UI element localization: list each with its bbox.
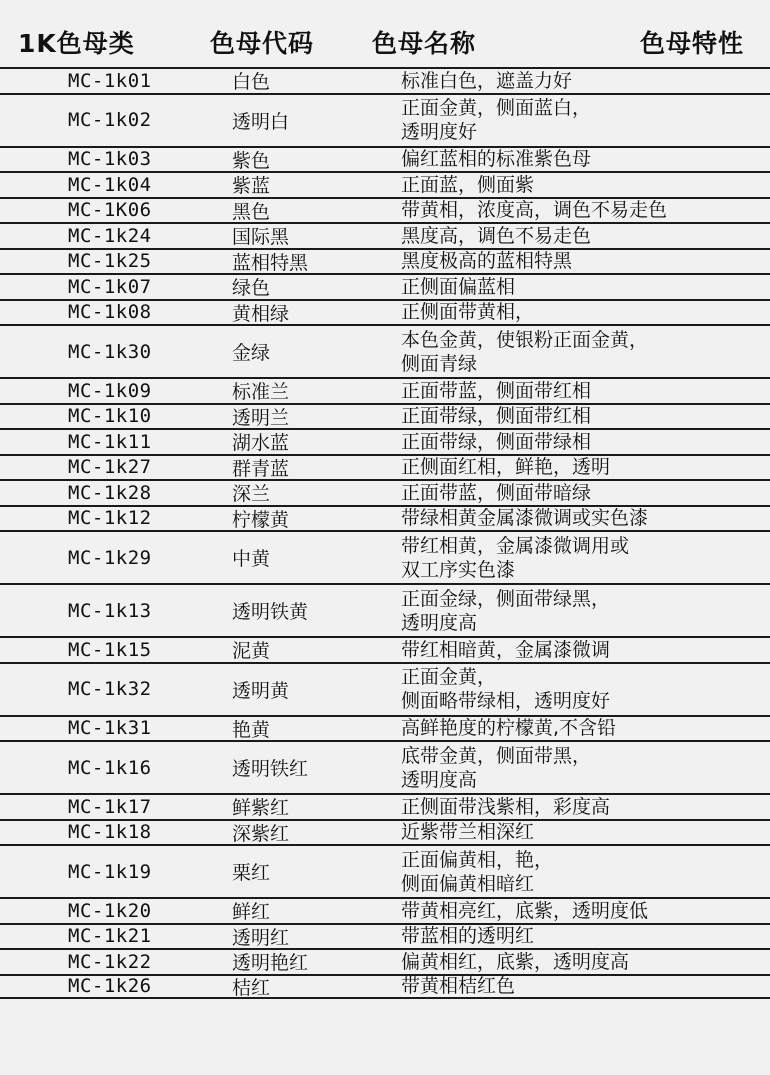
color-property: [401, 95, 591, 146]
table-row: [0, 93, 770, 146]
color-property: [401, 69, 572, 93]
color-property-line: 正面带蓝，侧面带暗绿: [401, 481, 592, 504]
color-code: MC-1k13: [68, 599, 152, 622]
color-code: MC-1k19: [68, 860, 152, 883]
color-property-line: 正面带绿，侧面带绿相: [401, 430, 592, 453]
header-property: 色母特性: [640, 29, 745, 58]
color-property: [401, 250, 572, 274]
table-row: [0, 273, 770, 299]
color-property-line: 底带金黄，侧面带黑，: [401, 744, 592, 767]
color-property-line: 侧面青绿: [401, 352, 478, 375]
table-row: [0, 377, 770, 403]
color-property-line: 正面蓝，侧面紫: [401, 173, 535, 196]
color-property-line: 标准白色，遮盖力好: [401, 69, 573, 92]
color-property-line: 本色金黄，使银粉正面金黄，: [401, 328, 649, 351]
color-code: MC-1k01: [68, 69, 152, 92]
color-property-line: 透明度高: [401, 768, 478, 791]
color-code: MC-1k31: [68, 717, 152, 740]
header-category: 1K色母类: [18, 29, 135, 58]
color-property: [401, 664, 610, 715]
table-row: [0, 715, 770, 741]
color-property-line: 正面金绿，侧面带绿黑，: [401, 587, 611, 610]
color-code: MC-1k11: [68, 430, 152, 453]
table-row: [0, 636, 770, 662]
color-property-line: 正侧面红相，鲜艳，透明: [401, 456, 611, 479]
color-property: [401, 173, 534, 197]
color-name: 鲜红: [232, 901, 271, 924]
color-property-line: 带绿相黄金属漆微调或实色漆: [401, 507, 649, 530]
table-row: [0, 67, 770, 93]
color-property: [401, 795, 610, 819]
color-property-line: 透明度高: [401, 611, 478, 634]
color-name: 柠檬黄: [232, 508, 290, 531]
color-property: [401, 821, 534, 845]
color-name: 透明艳红: [232, 952, 309, 975]
color-property: [401, 405, 591, 429]
color-name: 紫蓝: [232, 175, 271, 198]
color-code: MC-1k18: [68, 821, 152, 844]
color-code: MC-1k07: [68, 275, 152, 298]
color-name: 透明铁红: [232, 758, 309, 780]
color-property-line: 正面金黄，侧面蓝白，: [401, 97, 592, 119]
color-name: 泥黄: [232, 640, 271, 663]
table-row: [0, 662, 770, 715]
color-code: MC-1k10: [68, 405, 152, 428]
color-code: MC-1k03: [68, 148, 152, 171]
color-property-line: 带红相暗黄，金属漆微调: [401, 638, 611, 661]
table-row: [0, 583, 770, 636]
table-row: [0, 948, 770, 974]
color-name: 中黄: [232, 548, 271, 570]
color-code: MC-1k16: [68, 756, 152, 779]
color-code: MC-1k02: [68, 109, 152, 131]
color-property: [401, 976, 515, 998]
color-property: [401, 950, 629, 974]
color-property: [401, 846, 553, 897]
table-row: [0, 171, 770, 197]
color-code: MC-1k21: [68, 925, 152, 948]
color-code: MC-1k22: [68, 950, 152, 973]
color-property: [401, 148, 591, 172]
color-name: 湖水蓝: [232, 432, 290, 455]
color-name: 透明白: [232, 110, 290, 133]
color-property-line: 近紫带兰相深红: [401, 821, 535, 844]
color-property: [401, 301, 534, 325]
color-code: MC-1k30: [68, 340, 152, 363]
color-property: [401, 585, 610, 636]
color-property-line: 正侧面带黄相，: [401, 301, 535, 324]
color-name: 国际黑: [232, 226, 290, 249]
table-row: [0, 299, 770, 325]
color-property-line: 正面偏黄相，艳，: [401, 848, 554, 871]
color-property: [401, 224, 591, 248]
table-row: [0, 197, 770, 223]
color-property-line: 黑度极高的蓝相特黑: [401, 250, 573, 273]
table-row: [0, 403, 770, 429]
color-property-line: 带蓝相的透明红: [401, 925, 535, 948]
color-property: [401, 456, 610, 480]
color-property-line: 正面带蓝，侧面带红相: [401, 379, 592, 402]
color-name: 透明铁黄: [232, 601, 309, 623]
table-row: [0, 454, 770, 480]
header-code: 色母代码: [210, 29, 315, 58]
table-row: [0, 324, 770, 377]
color-name: 绿色: [232, 277, 271, 300]
header-name: 色母名称: [372, 29, 477, 58]
color-name: 蓝相特黑: [232, 251, 309, 274]
color-property-line: 黑度高，调色不易走色: [401, 224, 592, 247]
color-code: MC-1k24: [68, 224, 152, 247]
table-row: [0, 819, 770, 845]
table-row: [0, 740, 770, 793]
color-name: 透明黄: [232, 679, 290, 702]
color-code: MC-1k28: [68, 481, 152, 504]
color-name: 紫色: [232, 149, 271, 172]
table-row: [0, 844, 770, 897]
table-body: [0, 67, 770, 999]
color-code: MC-1k26: [68, 975, 152, 998]
color-code: MC-1k17: [68, 795, 152, 818]
color-name: 黑色: [232, 200, 271, 223]
color-property-line: 带黄相，浓度高，调色不易走色: [401, 199, 668, 222]
color-property-line: 双工序实色漆: [401, 558, 516, 581]
color-code: MC-1k20: [68, 899, 152, 922]
color-name: 深紫红: [232, 822, 290, 845]
color-name: 艳黄: [232, 718, 271, 741]
table-row: [0, 793, 770, 819]
color-property-line: 偏黄相红，底紫，透明度高: [401, 950, 630, 973]
color-name: 桔红: [232, 976, 271, 999]
color-name: 白色: [232, 71, 271, 94]
color-name: 鲜紫红: [232, 797, 290, 820]
color-property: [401, 199, 667, 223]
table-row: [0, 974, 770, 1000]
table-header: [0, 0, 770, 66]
color-property-line: 高鲜艳度的柠檬黄,不含铅: [401, 717, 617, 740]
color-property-line: 侧面略带绿相，透明度好: [401, 690, 611, 712]
color-name: 标准兰: [232, 381, 290, 404]
color-property-line: 正侧面偏蓝相: [401, 275, 516, 298]
color-code: MC-1k08: [68, 301, 152, 324]
table-row: [0, 505, 770, 531]
color-code: MC-1k12: [68, 507, 152, 530]
color-property: [401, 326, 648, 377]
table-row: [0, 248, 770, 274]
color-property-line: 透明度好: [401, 121, 478, 143]
color-code: MC-1k27: [68, 456, 152, 479]
color-property: [401, 899, 648, 923]
color-property: [401, 532, 629, 583]
table-row: [0, 222, 770, 248]
color-code: MC-1k25: [68, 250, 152, 273]
color-property: [401, 430, 591, 454]
table-row: [0, 897, 770, 923]
color-property: [401, 717, 616, 741]
color-property: [401, 925, 534, 949]
color-name: 透明兰: [232, 406, 290, 429]
color-property: [401, 481, 591, 505]
color-property-line: 侧面偏黄相暗红: [401, 872, 535, 895]
color-property: [401, 742, 591, 793]
color-code: MC-1k09: [68, 379, 152, 402]
color-property-line: 正侧面带浅紫相，彩度高: [401, 795, 611, 818]
color-property: [401, 638, 610, 662]
color-property-line: 偏红蓝相的标准紫色母: [401, 148, 592, 171]
color-property: [401, 379, 591, 403]
color-code: MC-1k04: [68, 173, 152, 196]
color-property: [401, 275, 515, 299]
color-name: 黄相绿: [232, 302, 290, 325]
table-row: [0, 479, 770, 505]
color-name: 透明红: [232, 926, 290, 949]
color-property-line: 带黄相亮红，底紫，透明度低: [401, 899, 649, 922]
color-name: 栗红: [232, 862, 271, 884]
color-name: 深兰: [232, 483, 271, 506]
color-name: 金绿: [232, 342, 271, 364]
color-code: MC-1k29: [68, 546, 152, 569]
table-row: [0, 428, 770, 454]
table-row: [0, 530, 770, 583]
color-property: [401, 507, 648, 531]
table-row: [0, 146, 770, 172]
color-property-line: 正面带绿，侧面带红相: [401, 405, 592, 428]
color-property-line: 带黄相桔红色: [401, 975, 516, 998]
color-code: MC-1K06: [68, 199, 152, 222]
color-property-line: 正面金黄，: [401, 666, 497, 688]
table-row: [0, 923, 770, 949]
color-name: 群青蓝: [232, 457, 290, 480]
color-code: MC-1k32: [68, 678, 152, 700]
color-code: MC-1k15: [68, 638, 152, 661]
color-property-line: 带红相黄，金属漆微调用或: [401, 534, 630, 557]
